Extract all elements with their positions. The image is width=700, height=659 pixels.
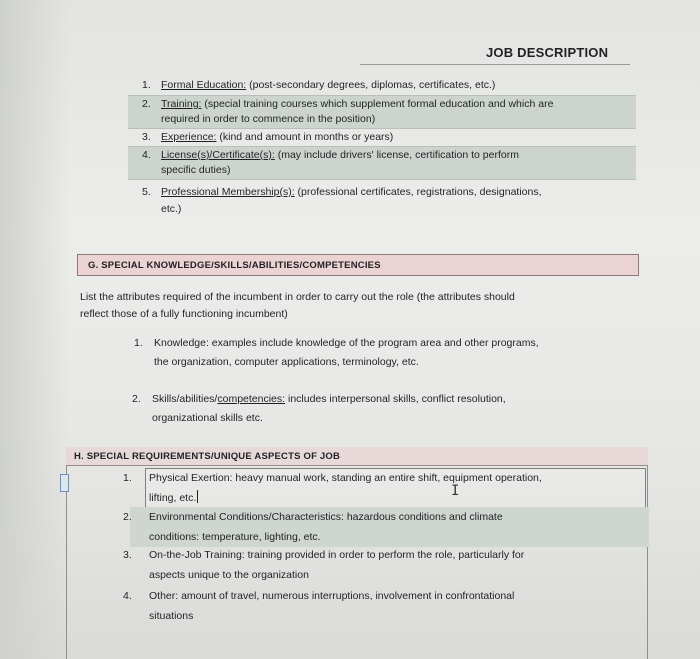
text-cursor	[197, 490, 198, 503]
item-label: Formal Education:	[161, 79, 247, 91]
item-text-prefix: Skills/abilities/	[152, 393, 218, 405]
item-text: On-the-Job Training: training provided in order to perform the role, particularly for	[149, 549, 525, 561]
item-description: (special training courses which supplement formal education and which are	[201, 98, 554, 110]
item-text-line2: the organization, computer applications, terminology, etc.	[154, 356, 419, 368]
item-text: Physical Exertion: heavy manual work, standing an entire shift, equipment operation,	[149, 472, 542, 484]
item-number: 1.	[123, 472, 132, 484]
item-label: Training:	[161, 98, 202, 110]
item-text: Environmental Conditions/Characteristics: hazardous conditions and climate	[149, 511, 503, 523]
item-text: Other: amount of travel, numerous interruptions, involvement in confrontational	[149, 590, 515, 602]
list-item[interactable]	[123, 545, 649, 585]
item-text-line2: organizational skills etc.	[152, 412, 263, 424]
list-item[interactable]	[128, 146, 636, 180]
item-text-line2: conditions: temperature, lighting, etc.	[149, 531, 321, 543]
item-description: (kind and amount in months or years)	[216, 131, 394, 143]
table-move-handle[interactable]	[60, 474, 69, 492]
item-description-line2: specific duties)	[161, 164, 231, 176]
document-title: JOB DESCRIPTION	[486, 45, 609, 60]
list-item[interactable]	[123, 468, 649, 508]
list-item[interactable]	[128, 78, 636, 93]
item-number: 2.	[123, 511, 132, 523]
section-h-header[interactable]: H. SPECIAL REQUIREMENTS/UNIQUE ASPECTS OF JOB	[66, 447, 648, 466]
section-g-header[interactable]: G. SPECIAL KNOWLEDGE/SKILLS/ABILITIES/COMPETENCIES	[77, 254, 639, 276]
item-number: 3.	[142, 131, 151, 143]
item-text-line2: lifting, etc.	[149, 492, 197, 504]
item-description: (professional certificates, registrations, designations,	[294, 186, 542, 198]
section-g-intro[interactable]	[80, 289, 638, 323]
list-item[interactable]	[128, 130, 636, 145]
item-number: 2.	[132, 393, 141, 405]
item-number: 1.	[134, 337, 143, 349]
intro-line: reflect those of a fully functioning incumbent)	[80, 308, 288, 320]
page-shadow	[0, 0, 70, 659]
item-number: 4.	[142, 149, 151, 161]
education-requirements-list	[128, 76, 636, 218]
item-number: 4.	[123, 590, 132, 602]
list-item[interactable]	[123, 507, 649, 547]
item-text: includes interpersonal skills, conflict resolution,	[285, 393, 506, 405]
item-number: 1.	[142, 79, 151, 91]
item-label: Professional Membership(s):	[161, 186, 295, 198]
item-number: 2.	[142, 98, 151, 110]
item-text-underlined: competencies:	[217, 393, 286, 405]
item-description-line2: required in order to commence in the position)	[161, 113, 376, 125]
title-rule	[360, 64, 630, 65]
item-text-line2: aspects unique to the organization	[149, 569, 309, 581]
item-description: (post-secondary degrees, diplomas, certificates, etc.)	[246, 79, 496, 91]
list-item[interactable]	[128, 184, 636, 218]
item-number: 3.	[123, 549, 132, 561]
item-text-line2: situations	[149, 610, 194, 622]
item-description: (may include drivers' license, certification to perform	[274, 149, 519, 161]
ibeam-cursor-icon: I	[451, 483, 460, 499]
item-label: License(s)/Certificate(s):	[161, 149, 275, 161]
skills-item[interactable]	[132, 390, 632, 428]
list-item[interactable]	[123, 586, 649, 626]
intro-line: List the attributes required of the incumbent in order to carry out the role (the attributes should	[80, 291, 515, 303]
item-text: Knowledge: examples include knowledge of the program area and other programs,	[154, 337, 539, 349]
item-description-line2: etc.)	[161, 203, 182, 215]
item-number: 5.	[142, 186, 151, 198]
knowledge-item[interactable]	[134, 334, 634, 372]
list-item[interactable]	[128, 95, 636, 129]
item-label: Experience:	[161, 131, 217, 143]
